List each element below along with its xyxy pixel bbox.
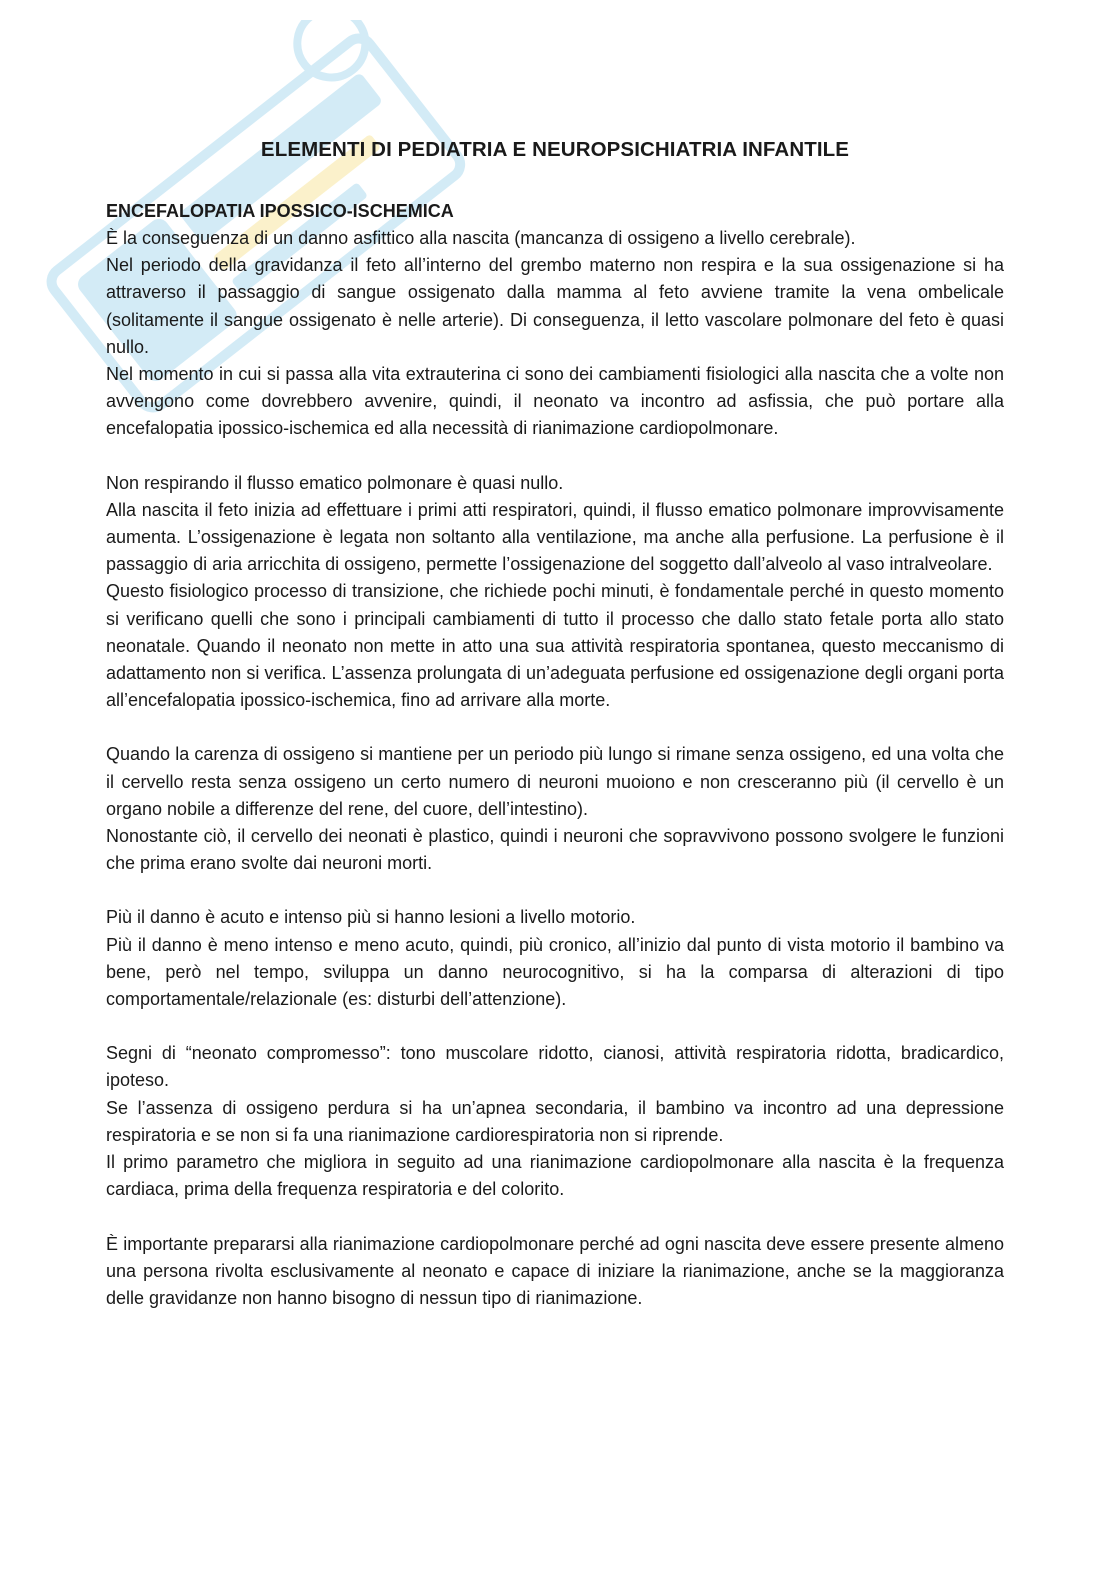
document-body [106,198,1004,1312]
paragraph: Nel periodo della gravidanza il feto all’interno del grembo materno non respira e la sua ossigenazione si ha attraverso il passaggio di sangue ossigenato dalla mamma al feto avviene tramite la vena ombelicale (solitamente il sangue ossigenato è nelle arterie). Di conseguenza, il letto vascolare polmonare del feto è quasi nullo. [106,255,1004,357]
paragraph: È la conseguenza di un danno asfittico alla nascita (mancanza di ossigeno a livello cerebrale). [106,228,856,248]
paragraph: Segni di “neonato compromesso”: tono muscolare ridotto, cianosi, attività respiratoria ridotta, bradicardico, ipoteso. [106,1043,1004,1091]
paragraph: Alla nascita il feto inizia ad effettuare i primi atti respiratori, quindi, il flusso ematico polmonare improvvisamente aumenta. L’ossigenazione è legata non soltanto alla ventilazione, ma anche alla perfusione. La perfusione è il passaggio di aria arricchita di ossigeno, permette l’ossigenazione del soggetto dall’alveolo al vaso intralveolare. [106,499,1004,575]
paragraph: Il primo parametro che migliora in seguito ad una rianimazione cardiopolmonare alla nascita è la frequenza cardiaca, prima della frequenza respiratoria e del colorito. [106,1152,1004,1200]
paragraph: Questo fisiologico processo di transizione, che richiede pochi minuti, è fondamentale perché in questo momento si verificano quelli che sono i principali cambiamenti di tutto il processo che dallo stato fetale porta allo stato neonatale. Quando il neonato non mette in atto una sua attività respiratoria spontanea, questo meccanismo di adattamento non si verifica. L’assenza prolungata di un’adeguata perfusione ed ossigenazione degli organi porta all’encefalopatia ipossico-ischemica, fino ad arrivare alla morte. [106,581,1004,711]
paragraph: Quando la carenza di ossigeno si mantiene per un periodo più lungo si rimane senza ossigeno, ed una volta che il cervello resta senza ossigeno un certo numero di neuroni muoiono e non cresceranno più (il cervello è un organo nobile a differenze del rene, del cuore, dell’intestino). [106,744,1004,819]
paragraph: Se l’assenza di ossigeno perdura si ha un’apnea secondaria, il bambino va incontro ad una depressione respiratoria e se non si fa una rianimazione cardiorespiratoria non si riprende. [106,1097,1004,1145]
paragraph: Nonostante ciò, il cervello dei neonati è plastico, quindi i neuroni che sopravvivono possono svolgere le funzioni che prima erano svolte dai neuroni morti. [106,826,1004,874]
paragraph-list [106,225,1004,1312]
document-title: ELEMENTI DI PEDIATRIA E NEUROPSICHIATRIA INFANTILE [260,138,850,161]
paragraph: Nel momento in cui si passa alla vita extrauterina ci sono dei cambiamenti fisiologici alla nascita che a volte non avvengono come dovrebbero avvenire, quindi, il neonato va incontro ad asfissia, che può portare alla encefalopatia ipossico-ischemica ed alla necessità di rianimazione cardiopolmonare. [106,364,1004,439]
paragraph: Non respirando il flusso ematico polmonare è quasi nullo. [106,472,564,493]
paragraph: È importante prepararsi alla rianimazione cardiopolmonare perché ad ogni nascita deve essere presente almeno una persona rivolta esclusivamente al neonato e capace di iniziare la rianimazione, anche se la maggioranza delle gravidanze non hanno bisogno di nessun tipo di rianimazione. [106,1233,1004,1308]
paragraph: Più il danno è acuto e intenso più si hanno lesioni a livello motorio. [106,907,636,928]
section-heading: ENCEFALOPATIA IPOSSICO-ISCHEMICA [106,201,454,221]
paragraph: Più il danno è meno intenso e meno acuto, quindi, più cronico, all’inizio dal punto di vista motorio il bambino va bene, però nel tempo, sviluppa un danno neurocognitivo, si ha la comparsa di alterazioni di tipo comportamentale/relazionale (es: disturbi dell’attenzione). [106,934,1004,1010]
